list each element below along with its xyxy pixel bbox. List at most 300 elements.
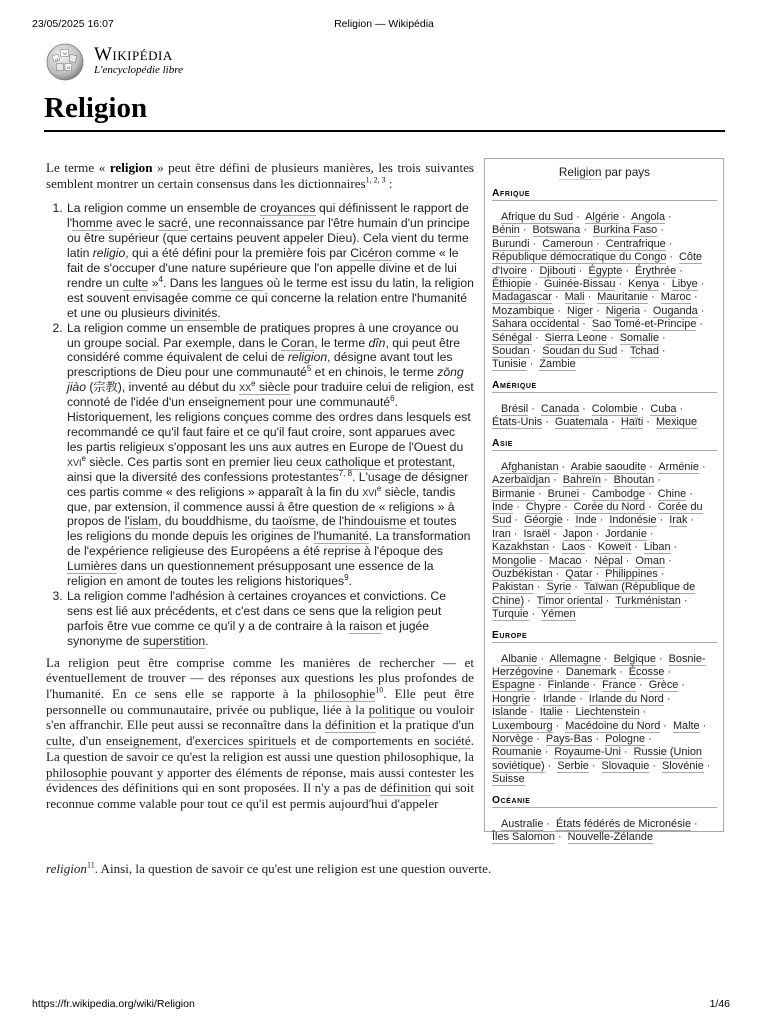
- country-link[interactable]: Tunisie: [492, 358, 527, 371]
- separator-dot: ·: [623, 746, 628, 759]
- country-link[interactable]: Inde: [492, 500, 514, 513]
- separator-dot: ·: [532, 345, 537, 358]
- country-link[interactable]: Soudan: [492, 345, 530, 358]
- term-religion: religion: [287, 350, 328, 365]
- reference-marker[interactable]: 9: [344, 573, 349, 582]
- separator-dot: ·: [648, 487, 652, 500]
- country-link[interactable]: Nigeria: [605, 304, 641, 317]
- separator-dot: ·: [681, 679, 686, 692]
- separator-dot: ·: [537, 487, 542, 500]
- separator-dot: ·: [625, 264, 629, 277]
- reference-marker[interactable]: 6: [390, 394, 395, 404]
- separator-dot: ·: [536, 581, 541, 594]
- country-link[interactable]: Finlande: [547, 679, 590, 692]
- country-link[interactable]: Zambie: [539, 358, 576, 371]
- country-link[interactable]: Pays-Bas: [545, 733, 593, 745]
- separator-dot: ·: [642, 706, 647, 719]
- separator-dot: ·: [706, 759, 711, 772]
- country-link[interactable]: Brunei: [547, 487, 580, 500]
- separator-dot: ·: [668, 554, 672, 567]
- country-link[interactable]: République démocratique du Congo: [492, 251, 667, 264]
- text: . La transformation de l'expérience religieuse des Européens a été reprise à l'époque des: [67, 529, 471, 559]
- country-link[interactable]: Arménie: [658, 460, 699, 473]
- navbox-section: [492, 188, 717, 372]
- separator-dot: ·: [689, 487, 693, 500]
- link-societe[interactable]: société: [434, 733, 471, 749]
- text: , d'un: [71, 733, 107, 749]
- intro-paragraph: [46, 160, 474, 191]
- reference-marker[interactable]: 5: [306, 364, 312, 374]
- separator-dot: ·: [603, 474, 608, 487]
- link-enseignement[interactable]: enseignement: [106, 733, 179, 749]
- closing-line: [46, 861, 646, 877]
- country-link[interactable]: Îles Salomon: [492, 831, 555, 844]
- reference-marker[interactable]: 4: [158, 274, 163, 284]
- country-link[interactable]: Slovénie: [662, 759, 704, 772]
- link-croyances[interactable]: croyances: [260, 201, 316, 216]
- country-link[interactable]: Mauritanie: [597, 291, 649, 304]
- country-link[interactable]: Irlande: [542, 692, 577, 705]
- separator-dot: ·: [657, 474, 661, 487]
- separator-dot: ·: [649, 527, 654, 540]
- country-link[interactable]: Yémen: [541, 608, 576, 621]
- separator-dot: ·: [668, 237, 673, 250]
- separator-dot: ·: [555, 567, 560, 580]
- country-link[interactable]: Mali: [564, 291, 585, 304]
- century-suffix: e: [81, 453, 86, 463]
- separator-dot: ·: [596, 237, 600, 250]
- separator-dot: ·: [640, 402, 645, 415]
- country-link[interactable]: Arabie saoudite: [570, 460, 647, 473]
- country-link[interactable]: Ouganda: [652, 304, 698, 317]
- text: qui soit reconnue comme valable pour tout ce qu'il est permis aujourd'hui d'appeler: [46, 780, 474, 811]
- term-religion: religion: [46, 861, 87, 876]
- separator-dot: ·: [565, 706, 570, 719]
- article-body: [46, 160, 474, 812]
- separator-dot: ·: [544, 746, 549, 759]
- text: . L'usage de désigner ces partis comme « des religions » apparaît à la fin du: [67, 469, 469, 499]
- country-link[interactable]: Oman: [635, 554, 666, 567]
- country-link[interactable]: Somalie: [619, 331, 660, 344]
- link-definition[interactable]: définition: [380, 780, 432, 796]
- reference-marker[interactable]: 1, 2, 3: [365, 175, 386, 185]
- country-link[interactable]: Haïti: [620, 416, 644, 429]
- separator-dot: ·: [702, 719, 707, 732]
- country-list: [483, 818, 717, 845]
- definition-item: [66, 589, 474, 649]
- separator-dot: ·: [534, 331, 539, 344]
- country-link[interactable]: Irlande du Nord: [588, 692, 664, 705]
- text: ou vouloir s'en affranchir. Elle peut aussi se reconnaître dans la: [46, 701, 475, 733]
- country-link[interactable]: Sierra Leone: [544, 331, 608, 344]
- reference-marker[interactable]: 7, 8: [338, 468, 353, 478]
- country-link[interactable]: Serbie: [557, 759, 589, 772]
- country-link[interactable]: Azerbaïdjan: [492, 474, 551, 487]
- separator-dot: ·: [561, 460, 566, 473]
- country-link[interactable]: Botswana: [532, 224, 581, 237]
- country-link[interactable]: Éthiopie: [492, 278, 532, 291]
- country-link[interactable]: Ouzbékistan: [492, 567, 553, 580]
- separator-dot: ·: [619, 665, 623, 678]
- reference-marker[interactable]: 11: [86, 860, 95, 870]
- text: dans un questionnement présupposant une essence de la religion en amont de toutes les religions historiques: [67, 559, 434, 589]
- text: , qui peut être considéré comme équivalent de celui de: [67, 335, 460, 365]
- separator-dot: ·: [634, 541, 638, 554]
- country-link[interactable]: Israël: [523, 527, 551, 540]
- country-link[interactable]: Mexique: [655, 416, 698, 429]
- definition-item: [66, 321, 474, 589]
- country-link[interactable]: Burkina Faso: [593, 224, 658, 237]
- text: comme « le fait de s'occuper d'une nature supérieure que l'on appelle divine et de lui rendre un: [67, 246, 459, 290]
- country-link[interactable]: Mongolie: [492, 554, 537, 567]
- separator-dot: ·: [700, 304, 705, 317]
- country-link[interactable]: Inde: [575, 514, 597, 527]
- country-link[interactable]: Iran: [492, 527, 511, 540]
- separator-dot: ·: [595, 567, 600, 580]
- link-hindouisme[interactable]: l'hindouisme: [339, 514, 407, 529]
- page-counter: 1/46: [709, 998, 730, 1010]
- country-link[interactable]: Cambodge: [591, 487, 646, 500]
- country-link[interactable]: Cuba: [650, 402, 677, 415]
- separator-dot: ·: [679, 264, 683, 277]
- separator-dot: ·: [639, 679, 643, 692]
- country-link[interactable]: Philippines: [605, 567, 658, 580]
- country-link[interactable]: Canada: [540, 402, 580, 415]
- country-link[interactable]: Soudan du Sud: [542, 345, 618, 358]
- definitions-list: [46, 201, 474, 648]
- country-link[interactable]: Allemagne: [549, 652, 601, 665]
- country-link[interactable]: Égypte: [588, 264, 623, 277]
- country-link[interactable]: Guatemala: [554, 416, 609, 429]
- intro-text: :: [385, 175, 393, 191]
- country-link[interactable]: Niger: [567, 304, 594, 317]
- text: et jugée synonyme de: [67, 618, 430, 648]
- country-link[interactable]: Norvège: [492, 733, 534, 745]
- navbox-title-link[interactable]: Religion: [558, 165, 602, 179]
- link-humanite[interactable]: l'humanité: [313, 529, 369, 544]
- separator-dot: ·: [660, 567, 665, 580]
- country-link[interactable]: Burundi: [492, 237, 530, 250]
- paragraph-2: [46, 655, 474, 812]
- text: où le terme est issu du latin, la religion est souvent envisagée comme ce qui concerne la relation entre l'humanité et une ou plusieurs: [67, 275, 474, 320]
- link-langues[interactable]: langues: [220, 275, 264, 290]
- wikipedia-wordmark: Wikipédia: [94, 44, 173, 65]
- country-link[interactable]: Bhoutan: [613, 474, 655, 487]
- svg-text:Ω: Ω: [55, 57, 59, 62]
- reference-marker[interactable]: 10: [375, 685, 384, 695]
- country-link[interactable]: Sahara occidental: [492, 318, 580, 331]
- separator-dot: ·: [576, 211, 580, 223]
- navbox-section: [492, 438, 717, 622]
- country-link[interactable]: Maroc: [660, 291, 692, 304]
- country-link[interactable]: Afghanistan: [501, 460, 559, 473]
- separator-dot: ·: [557, 304, 561, 317]
- country-list: [483, 403, 717, 430]
- text: , une reconnaissance par l'être humain d'un principe ou être supérieur (que certains peuvent appeler Dieu). Cela vient du terme latin: [67, 216, 470, 261]
- country-link[interactable]: Albanie: [501, 652, 538, 665]
- country-link[interactable]: Nouvelle-Zélande: [567, 831, 654, 844]
- separator-dot: ·: [618, 278, 623, 291]
- country-link[interactable]: Corée du Sud: [492, 500, 703, 527]
- separator-dot: ·: [668, 211, 672, 223]
- separator-dot: ·: [651, 291, 655, 304]
- country-link[interactable]: Chypre: [525, 500, 561, 513]
- country-link[interactable]: Kenya: [628, 278, 660, 291]
- separator-dot: ·: [582, 487, 586, 500]
- separator-dot: ·: [701, 460, 706, 473]
- separator-dot: ·: [662, 331, 666, 344]
- separator-dot: ·: [584, 554, 589, 567]
- country-link[interactable]: Pologne: [605, 733, 646, 745]
- text: pour traduire celui de religion, est connoté de l'idée d'un enseignement pour une communauté: [67, 380, 474, 410]
- link-politique[interactable]: politique: [368, 701, 416, 717]
- separator-dot: ·: [673, 541, 678, 554]
- country-link[interactable]: Irak: [669, 514, 688, 527]
- country-link[interactable]: Algérie: [585, 211, 620, 223]
- link-divinites[interactable]: divinités: [173, 305, 218, 320]
- page-url: https://fr.wikipedia.org/wiki/Religion: [32, 998, 195, 1010]
- country-link[interactable]: Russie (Union soviétique): [492, 746, 702, 772]
- separator-dot: ·: [646, 416, 650, 429]
- separator-dot: ·: [659, 514, 664, 527]
- country-link[interactable]: États fédérés de Micronésie: [556, 817, 692, 830]
- text: , désigne avant tout les prescriptions de Dieu pour une communauté: [67, 350, 453, 380]
- title-divider: [44, 130, 725, 132]
- link-ciceron[interactable]: Cicéron: [350, 246, 393, 261]
- country-link[interactable]: Angola: [631, 211, 666, 223]
- country-link[interactable]: Bosnie-Herzégovine: [492, 652, 706, 678]
- country-link[interactable]: États-Unis: [492, 416, 543, 429]
- link-raison[interactable]: raison: [349, 618, 383, 633]
- country-link[interactable]: Laos: [561, 541, 586, 554]
- century-word: siècle: [255, 380, 291, 395]
- link-homme[interactable]: homme: [72, 216, 113, 231]
- country-link[interactable]: Sao Tomé-et-Principe: [591, 318, 697, 331]
- separator-dot: ·: [662, 278, 666, 291]
- country-link[interactable]: Turquie: [492, 608, 529, 621]
- separator-dot: ·: [610, 331, 614, 344]
- text: , de: [315, 514, 339, 529]
- intro-text: » peut être défini de plusieurs manières, les trois suivantes semblent montrer un certain consensus dans les dictionnaires: [46, 160, 475, 191]
- link-culte[interactable]: culte: [46, 733, 72, 749]
- country-link[interactable]: Cameroun: [542, 237, 594, 250]
- country-link[interactable]: Suisse: [492, 773, 525, 786]
- text: siècle, tandis que, par extension, il commence aussi à être question de « religions » à propos de: [67, 484, 456, 529]
- country-link[interactable]: Australie: [501, 817, 544, 830]
- term-din: dîn: [368, 335, 386, 350]
- separator-dot: ·: [599, 514, 604, 527]
- navbox-section: [492, 380, 717, 430]
- country-link[interactable]: Afrique du Sud: [501, 211, 574, 223]
- country-link[interactable]: Écosse: [628, 665, 665, 678]
- link-islam[interactable]: l'islam: [124, 514, 159, 529]
- text: , ainsi que la diversité des confessions protestantes: [67, 454, 456, 484]
- country-link[interactable]: Jordanie: [605, 527, 647, 540]
- country-link[interactable]: Timor oriental: [536, 594, 603, 607]
- link-coran[interactable]: Coran: [281, 335, 315, 350]
- separator-dot: ·: [591, 759, 596, 772]
- country-link[interactable]: Bahreïn: [562, 474, 601, 487]
- separator-dot: ·: [530, 706, 534, 719]
- separator-dot: ·: [583, 224, 587, 237]
- separator-dot: ·: [699, 318, 704, 331]
- separator-dot: ·: [582, 402, 586, 415]
- text: et de comportements en: [296, 733, 435, 749]
- separator-dot: ·: [531, 608, 536, 621]
- country-link[interactable]: Kazakhstan: [492, 541, 549, 554]
- wikipedia-logo[interactable]: [44, 42, 204, 82]
- country-list: [483, 461, 717, 622]
- country-link[interactable]: Centrafrique: [605, 237, 666, 250]
- navbox-section: [492, 630, 717, 787]
- country-link[interactable]: France: [602, 679, 637, 692]
- country-link[interactable]: Chine: [657, 487, 687, 500]
- text: et: [380, 454, 398, 469]
- country-link[interactable]: Macédoine du Nord: [565, 719, 661, 732]
- country-link[interactable]: Djibouti: [539, 264, 576, 277]
- country-link[interactable]: Libye: [671, 278, 698, 291]
- country-link[interactable]: Brésil: [501, 402, 529, 415]
- country-link[interactable]: Grèce: [648, 679, 679, 692]
- link-exercices-spirituels[interactable]: exercices spirituels: [194, 733, 297, 749]
- text: . Elle peut être personnelle ou communautaire, privée ou publique, liée à la: [46, 686, 474, 717]
- separator-dot: ·: [546, 817, 551, 830]
- separator-dot: ·: [529, 264, 534, 277]
- text: , le terme: [314, 335, 369, 350]
- country-link[interactable]: Danemark: [565, 665, 617, 678]
- country-link[interactable]: Espagne: [492, 679, 535, 692]
- separator-dot: ·: [579, 692, 583, 705]
- country-link[interactable]: Corée du Nord: [573, 500, 646, 513]
- link-philosophie[interactable]: philosophie: [46, 764, 108, 780]
- country-link[interactable]: Japon: [562, 527, 593, 540]
- separator-dot: ·: [603, 652, 608, 665]
- text: La religion comme un ensemble de: [67, 201, 261, 216]
- navbox-title: [492, 165, 717, 179]
- link-sacre[interactable]: sacré: [158, 216, 188, 231]
- country-link[interactable]: Népal: [594, 554, 623, 567]
- link-taoisme[interactable]: taoïsme: [271, 514, 316, 529]
- country-link[interactable]: Qatar: [565, 567, 593, 580]
- country-link[interactable]: Macao: [548, 554, 582, 567]
- text: , d': [178, 733, 195, 749]
- country-link[interactable]: Belgique: [613, 652, 656, 665]
- text: avec le: [112, 216, 159, 231]
- country-link[interactable]: Sénégal: [492, 331, 532, 344]
- link-lumieres[interactable]: Lumières: [67, 559, 118, 574]
- link-catholique[interactable]: catholique: [325, 454, 381, 469]
- separator-dot: ·: [536, 733, 540, 745]
- separator-dot: ·: [545, 416, 549, 429]
- country-link[interactable]: Islande: [492, 706, 528, 719]
- link-xxe-siecle[interactable]: [239, 380, 290, 395]
- country-link[interactable]: Royaume-Uni: [554, 746, 621, 759]
- link-protestant[interactable]: protestant: [397, 454, 452, 469]
- separator-dot: ·: [669, 251, 674, 264]
- country-link[interactable]: Côte d'Ivoire: [492, 251, 703, 277]
- separator-dot: ·: [620, 345, 624, 358]
- country-link[interactable]: Malte: [672, 719, 700, 732]
- country-link[interactable]: Pakistan: [492, 581, 534, 594]
- region-heading: Asie: [492, 438, 717, 451]
- country-link[interactable]: Guinée-Bissau: [544, 278, 616, 291]
- century-suffix: e: [376, 483, 382, 493]
- navbox-regions: [492, 188, 717, 844]
- country-link[interactable]: Tchad: [629, 345, 659, 358]
- separator-dot: ·: [540, 652, 544, 665]
- separator-dot: ·: [660, 224, 664, 237]
- navbox-section: [492, 795, 717, 845]
- separator-dot: ·: [527, 594, 531, 607]
- text: (宗教), inventé au début du: [85, 380, 240, 395]
- text: La religion comme l'adhésion à certaines croyances et convictions. Ce sens est lié aux précédents, et c'est dans ce sens que la religion peut parfois être vue comme ce qu'il y a de contraire à la: [67, 588, 446, 633]
- country-link[interactable]: Érythrée: [635, 264, 677, 277]
- svg-text:И: И: [67, 65, 71, 70]
- country-link[interactable]: Koweït: [597, 541, 632, 554]
- separator-dot: ·: [516, 500, 520, 513]
- country-link[interactable]: Taïwan (République de Chine): [492, 581, 696, 607]
- separator-dot: ·: [648, 500, 652, 513]
- century-numeral: xvi: [67, 454, 82, 469]
- separator-dot: ·: [605, 594, 610, 607]
- text: .: [205, 633, 209, 648]
- separator-dot: ·: [582, 318, 586, 331]
- separator-dot: ·: [587, 291, 592, 304]
- country-link[interactable]: Birmanie: [492, 487, 535, 500]
- link-superstition[interactable]: superstition: [142, 633, 206, 648]
- country-link[interactable]: Géorgie: [524, 514, 563, 527]
- text: et toutes les religions du monde depuis les origines de: [67, 514, 457, 544]
- country-link[interactable]: Italie: [539, 706, 563, 719]
- country-link[interactable]: Luxembourg: [492, 719, 553, 732]
- country-link[interactable]: Liechtenstein: [575, 706, 640, 719]
- separator-dot: ·: [694, 817, 698, 830]
- country-link[interactable]: Liban: [643, 541, 671, 554]
- separator-dot: ·: [595, 733, 600, 745]
- separator-dot: ·: [513, 527, 518, 540]
- country-link[interactable]: Indonésie: [609, 514, 657, 527]
- link-definition[interactable]: définition: [324, 717, 376, 733]
- region-heading: Europe: [492, 630, 717, 643]
- country-link[interactable]: Mozambique: [492, 304, 555, 317]
- link-philosophie[interactable]: philosophie: [314, 686, 376, 701]
- text: . Dans les: [162, 275, 221, 290]
- definition-item: [66, 201, 474, 320]
- text: La religion peut être comprise comme les manières de rechercher — et éventuellement de trouver — des réponses aux questions les plus profondes de l'humanité. En ce sens elle se rapporte à la: [46, 654, 474, 701]
- navbox-title-text: par pays: [601, 165, 651, 179]
- country-link[interactable]: Colombie: [591, 402, 638, 415]
- country-link[interactable]: Hongrie: [492, 692, 531, 705]
- separator-dot: ·: [578, 264, 583, 277]
- separator-dot: ·: [529, 358, 534, 371]
- navbox-religion-par-pays: [484, 158, 724, 844]
- link-culte[interactable]: culte: [122, 275, 149, 290]
- country-link[interactable]: Slovaquie: [601, 759, 650, 772]
- country-link[interactable]: Roumanie: [492, 746, 542, 759]
- country-link[interactable]: Madagascar: [492, 291, 552, 304]
- country-link[interactable]: Turkménistan: [615, 594, 681, 607]
- text: . Ainsi, la question de savoir ce qu'est une religion est une question ouverte.: [94, 861, 492, 876]
- country-link[interactable]: Bénin: [492, 224, 520, 237]
- intro-term: religion: [109, 160, 153, 175]
- separator-dot: ·: [539, 554, 543, 567]
- separator-dot: ·: [532, 237, 537, 250]
- separator-dot: ·: [534, 278, 538, 291]
- country-link[interactable]: Syrie: [546, 581, 572, 594]
- region-heading: Océanie: [492, 795, 717, 808]
- separator-dot: ·: [557, 831, 562, 844]
- separator-dot: ·: [643, 304, 647, 317]
